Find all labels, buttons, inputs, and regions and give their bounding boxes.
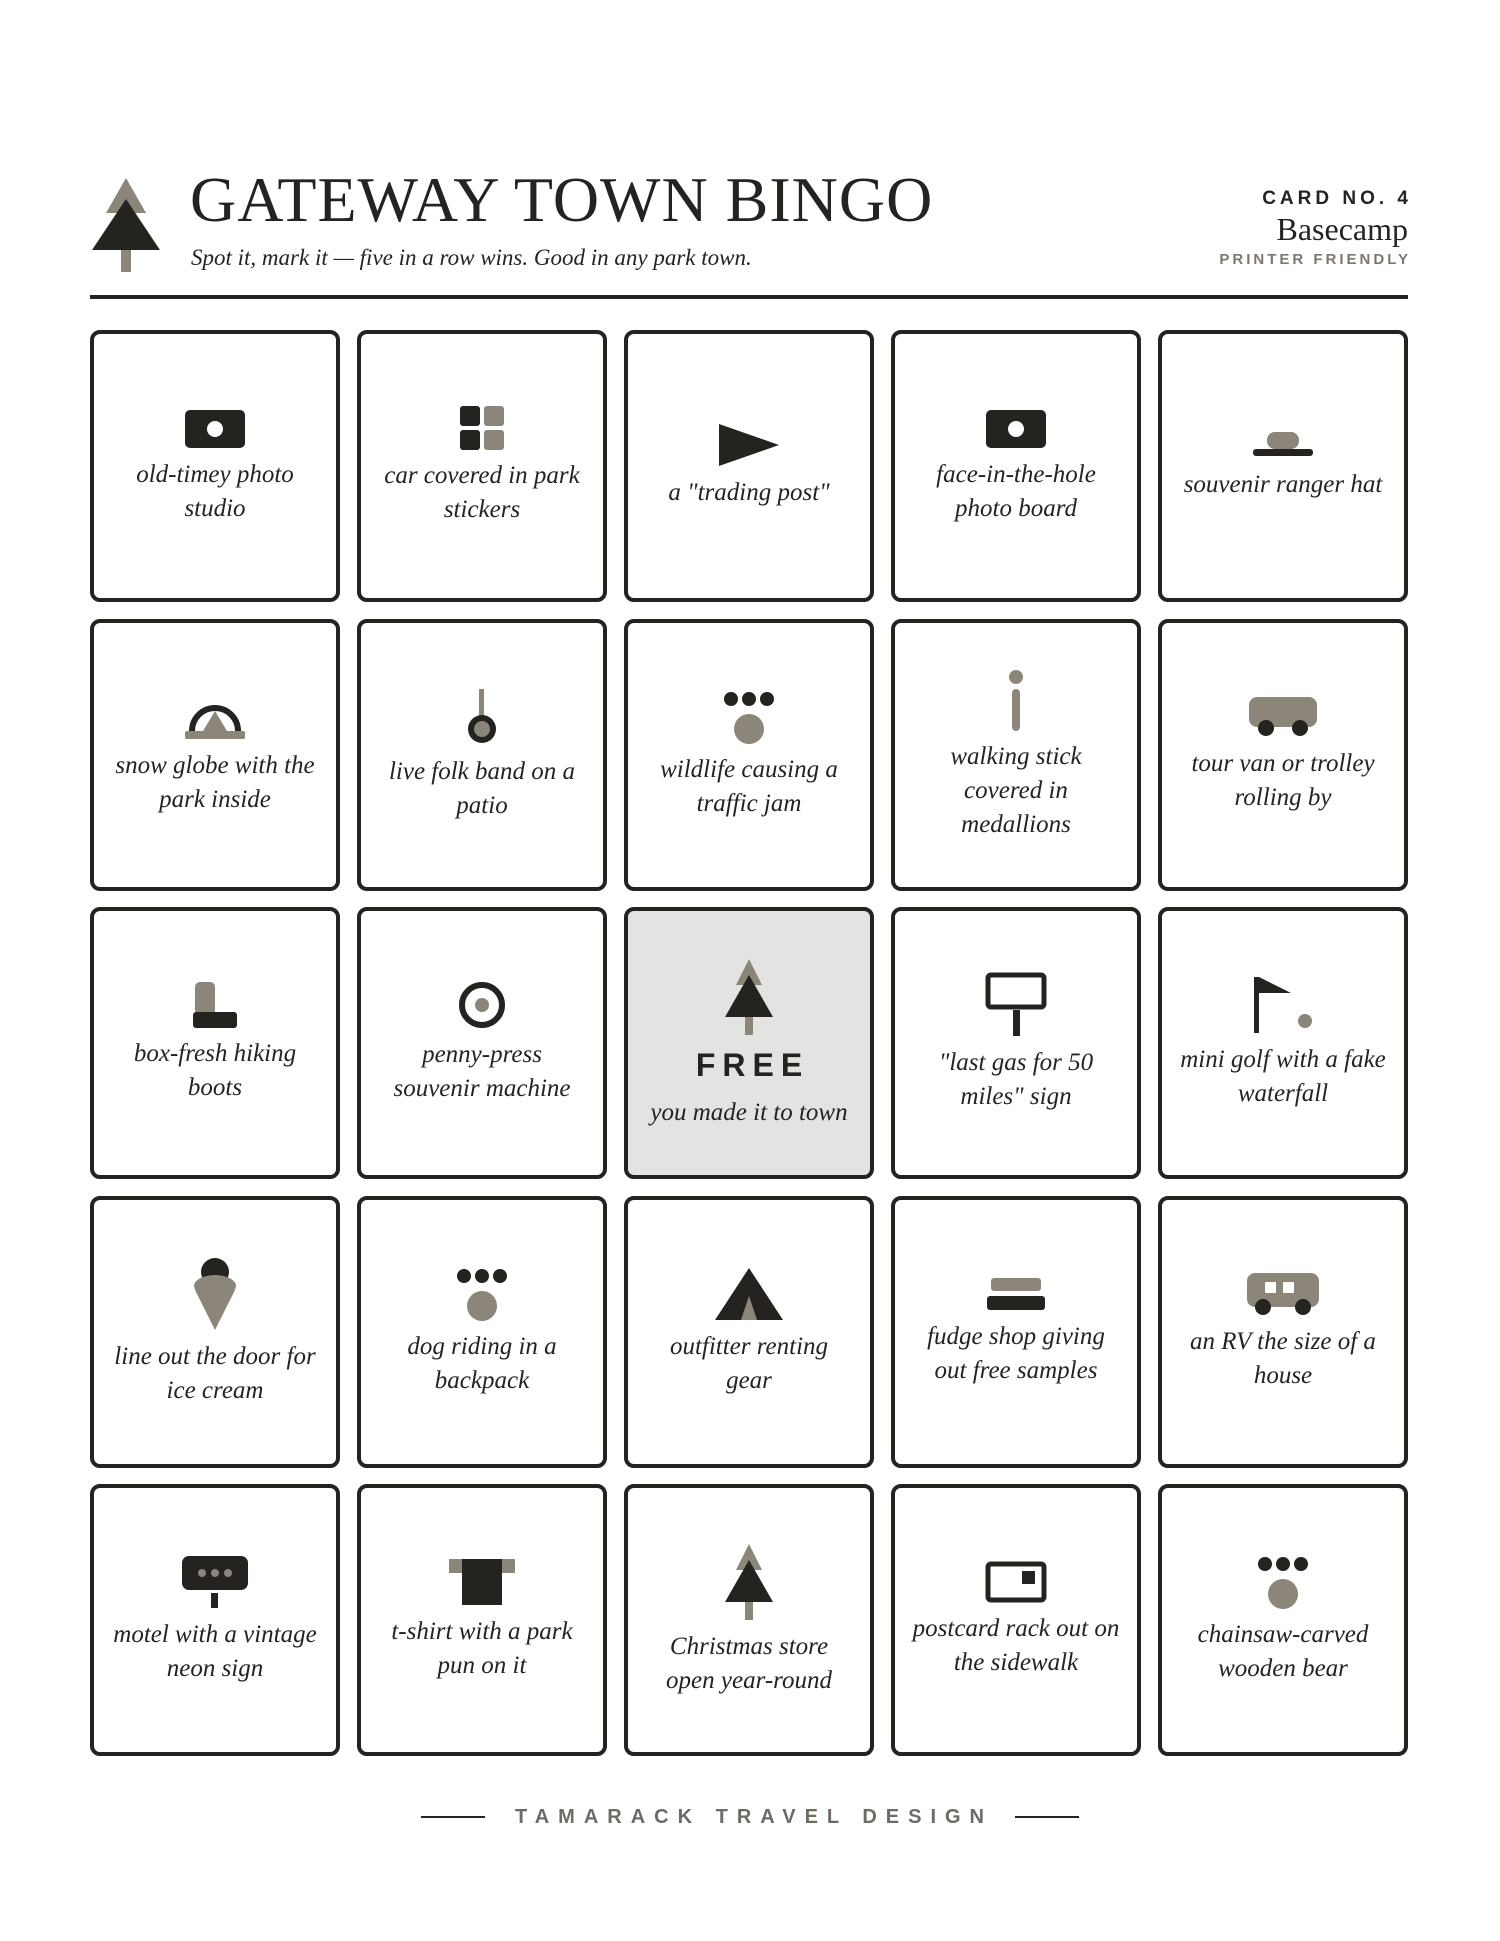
subtitle: Spot it, mark it — five in a row wins. Good in any park town. <box>191 245 752 270</box>
bingo-cell[interactable] <box>90 330 340 602</box>
free-space-word: FREE <box>695 1046 810 1083</box>
card-tag: PRINTER FRIENDLY <box>1219 251 1411 269</box>
bingo-cell[interactable] <box>357 907 607 1179</box>
bingo-cell[interactable] <box>357 330 607 602</box>
bingo-cell[interactable] <box>90 1196 340 1468</box>
cell-label: car covered in park stickers <box>384 462 580 523</box>
neon-sign-icon <box>180 1554 250 1610</box>
bingo-cell[interactable] <box>891 1196 1141 1468</box>
cell-label: outfitter renting gear <box>669 1332 829 1394</box>
camera-icon <box>984 406 1048 450</box>
cell-label: box-fresh hiking boots <box>133 1040 297 1101</box>
cell-label: face-in-the-hole photo board <box>936 461 1096 522</box>
bingo-cell[interactable] <box>1158 1484 1408 1756</box>
bingo-cell-free[interactable] <box>624 907 874 1179</box>
cell-label: "last gas for 50 miles" sign <box>938 1049 1094 1110</box>
footer-rule-right <box>1015 1816 1079 1818</box>
rv-icon <box>1245 1271 1321 1317</box>
bingo-cell[interactable] <box>891 619 1141 891</box>
cell-label: t-shirt with a park pun on it <box>391 1618 573 1679</box>
cell-label: fudge shop giving out free samples <box>927 1322 1105 1384</box>
paw-print-icon <box>1254 1554 1312 1610</box>
ranger-hat-icon <box>1251 430 1315 460</box>
bingo-cell[interactable] <box>891 907 1141 1179</box>
pine-tree-icon <box>722 957 776 1037</box>
bingo-cell[interactable] <box>357 619 607 891</box>
header <box>90 160 1412 298</box>
page-title: GATEWAY TOWN BINGO <box>190 164 934 235</box>
footer-credit: TAMARACK TRAVEL DESIGN <box>515 1805 993 1828</box>
bingo-cell[interactable] <box>1158 330 1408 602</box>
cell-label: Christmas store open year-round <box>666 1633 832 1694</box>
snow-globe-icon <box>183 693 247 741</box>
footer <box>0 1802 1500 1832</box>
bingo-cell[interactable] <box>1158 1196 1408 1468</box>
pennant-icon <box>717 422 781 468</box>
pine-tree-icon <box>722 1542 776 1622</box>
postcard-icon <box>984 1560 1048 1604</box>
bingo-cell[interactable] <box>624 1484 874 1756</box>
paw-print-icon <box>453 1266 511 1322</box>
bingo-cell[interactable] <box>624 1196 874 1468</box>
cell-label: motel with a vintage neon sign <box>113 1621 317 1682</box>
coin-icon <box>457 980 507 1030</box>
tent-icon <box>713 1266 785 1322</box>
cell-label: you made it to town <box>650 1098 848 1126</box>
paw-print-icon <box>720 689 778 745</box>
cell-label: chainsaw-carved wooden bear <box>1197 1621 1369 1682</box>
header-rule <box>90 295 1408 299</box>
card-name: Basecamp <box>1276 211 1408 247</box>
road-sign-icon <box>984 972 1048 1038</box>
cell-label: souvenir ranger hat <box>1183 471 1383 498</box>
cell-label: penny-press souvenir machine <box>393 1041 571 1102</box>
cell-label: tour van or trolley rolling by <box>1191 749 1375 811</box>
ice-cream-icon <box>192 1256 238 1332</box>
pine-tree-icon <box>90 178 162 272</box>
fudge-stack-icon <box>985 1276 1047 1312</box>
camera-icon <box>183 406 247 450</box>
card-number: CARD NO. 4 <box>1262 188 1412 209</box>
van-icon <box>1247 695 1319 739</box>
cell-label: old-timey photo studio <box>136 461 294 522</box>
cell-label: wildlife causing a traffic jam <box>660 755 838 817</box>
bingo-cell[interactable] <box>624 619 874 891</box>
footer-rule-left <box>421 1816 485 1818</box>
cell-label: a "trading post" <box>668 479 830 506</box>
music-note-icon <box>462 687 502 747</box>
bingo-grid <box>90 330 1408 1756</box>
walking-stick-icon <box>1004 668 1028 732</box>
boot-icon <box>191 981 239 1029</box>
bingo-cell[interactable] <box>90 1484 340 1756</box>
cell-label: live folk band on a patio <box>388 757 576 819</box>
bingo-cell[interactable] <box>891 1484 1141 1756</box>
bingo-cell[interactable] <box>624 330 874 602</box>
bingo-cell[interactable] <box>357 1484 607 1756</box>
bingo-cell[interactable] <box>1158 619 1408 891</box>
cell-label: line out the door for ice cream <box>114 1342 316 1404</box>
bingo-cell[interactable] <box>891 330 1141 602</box>
golf-flag-icon <box>1251 975 1315 1035</box>
cell-label: dog riding in a backpack <box>407 1332 557 1394</box>
bingo-cell[interactable] <box>1158 907 1408 1179</box>
bingo-cell[interactable] <box>90 907 340 1179</box>
cell-label: snow globe with the park inside <box>115 751 315 813</box>
bingo-cell[interactable] <box>90 619 340 891</box>
card-meta <box>1219 188 1412 269</box>
cell-label: an RV the size of a house <box>1190 1327 1376 1389</box>
cell-label: mini golf with a fake waterfall <box>1180 1046 1386 1107</box>
t-shirt-icon <box>447 1557 517 1607</box>
cell-label: postcard rack out on the sidewalk <box>912 1615 1120 1676</box>
sticker-grid-icon <box>459 405 505 451</box>
cell-label: walking stick covered in medallions <box>950 742 1082 838</box>
bingo-cell[interactable] <box>357 1196 607 1468</box>
